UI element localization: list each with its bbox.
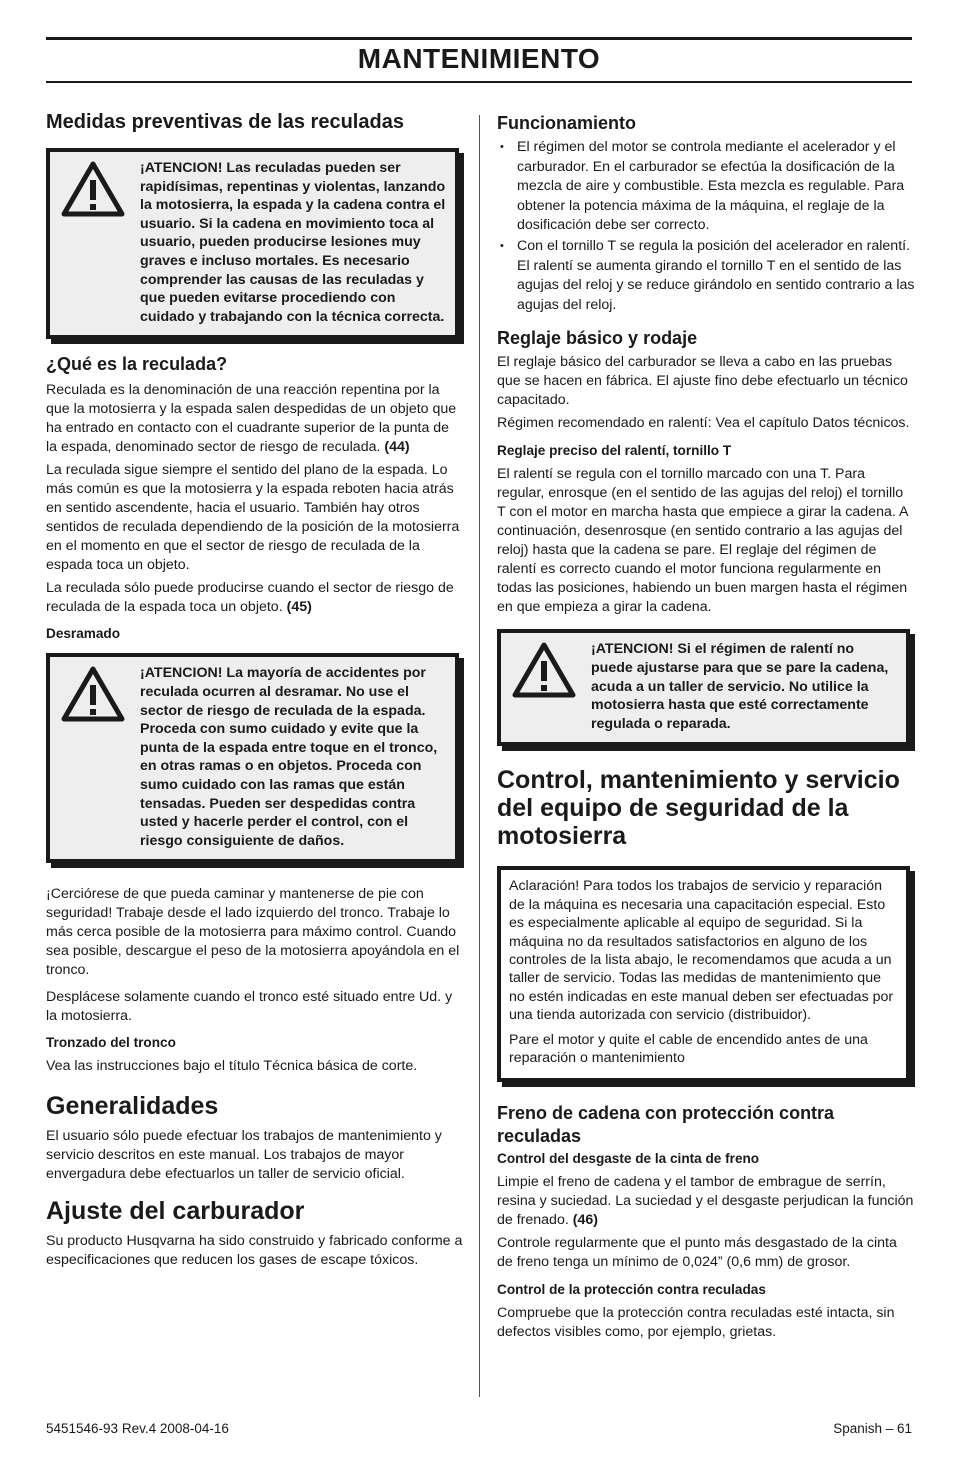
subsection-title-basic: Reglaje básico y rodaje bbox=[497, 328, 698, 349]
section-title-general: Generalidades bbox=[46, 1092, 219, 1121]
section-title-carburetor: Ajuste del carburador bbox=[46, 1197, 305, 1226]
warning-box-idle bbox=[497, 629, 910, 746]
paragraph: El usuario sólo puede efectuar los trabajos de mantenimiento y servicio descritos en este manual. Los trabajos de mayor envergadura debe efectuarlos un taller de servicio oficial. bbox=[46, 1128, 442, 1183]
list-item: • Con el tornillo T se regula la posición del acelerador en ralentí. El ralentí se aumenta girando el tornillo T en el sentido de las agujas del reloj y se reduce girándolo en sentido contrario a las agujas del reloj. bbox=[497, 237, 915, 315]
paragraph bbox=[497, 1173, 915, 1230]
warning-text: ¡ATENCION! La mayoría de accidentes por reculada ocurren al desramar. No use el sector de riesgo de reculada de la espada. Proceda con sumo cuidado y evite que la punta de la espada entre toque en el tronco, en otras ramas o en objetos. Proceda con sumo cuidado con las ramas que están tensadas. Pueden ser despedidas contra usted y hacerle perder el control, con el riesgo consiguiente de daños. bbox=[140, 665, 438, 849]
subsection-title-wear: Control del desgaste de la cinta de freno bbox=[497, 1151, 760, 1167]
paragraph: El reglaje básico del carburador se lleva a cabo en las pruebas que se hacen en fábrica. El ajuste fino debe efectuarlo un técnico capacitado. bbox=[497, 354, 908, 409]
paragraph bbox=[46, 579, 464, 617]
left-column bbox=[46, 110, 464, 1274]
subsection-title-limbing: Desramado bbox=[46, 626, 121, 642]
subsection-title-what: ¿Qué es la reculada? bbox=[46, 354, 228, 375]
note-text: Pare el motor y quite el cable de encendido antes de una reparación o mantenimiento bbox=[509, 1031, 868, 1066]
paragraph: El ralentí se regula con el tornillo marcado con una T. Para regular, enrosque (en el sentido de las agujas del reloj) el tornillo T con el motor en marcha hasta que empiece a girar la cadena. A continuación, desenrosque (en sentido contrario a las agujas del reloj) hasta que la cadena se pare. El reglaje del régimen de ralentí es correcto cuando el motor funciona regularmente en todas las posiciones, habiendo un buen margen hasta el régimen en que empieza a girar la cadena. bbox=[497, 466, 908, 616]
warning-text: ¡ATENCION! Las reculadas pueden ser rapidísimas, repentinas y violentas, lanzando la motosierra, la espada y la cadena contra el usuario. Si la cadena en movimiento toca al usuario, pueden producirse lesiones muy graves e incluso mortales. Es necesario comprender las causas de las reculadas y que pueden evitarse procediendo con cuidado y trabajando con la técnica correcta. bbox=[140, 160, 446, 325]
paragraph: Desplácese solamente cuando el tronco esté situado entre Ud. y la motosierra. bbox=[46, 989, 453, 1025]
list-item: • El régimen del motor se controla mediante el acelerador y el carburador. En el carburador se efectúa la dosificación de la mezcla de aire y combustible. Esta mezcla es regulable. Para obtener la potencia máxima de la máquina, el reglaje de la dosificación debe ser correcto. bbox=[497, 138, 915, 236]
paragraph-text: La reculada sólo puede producirse cuando el sector de riesgo de reculada de la espada toca un objeto. bbox=[46, 580, 454, 616]
subsection-title-fine: Reglaje preciso del ralentí, tornillo T bbox=[497, 443, 732, 459]
warning-box-limbing bbox=[46, 653, 459, 863]
subsection-title-guard: Control de la protección contra reculadas bbox=[497, 1282, 766, 1298]
figure-ref: (45) bbox=[286, 599, 312, 616]
warning-triangle-icon bbox=[61, 160, 125, 218]
column-divider bbox=[479, 115, 480, 1397]
figure-ref: (46) bbox=[572, 1212, 598, 1229]
warning-box-kickback bbox=[46, 148, 459, 339]
warning-text: ¡ATENCION! Si el régimen de ralentí no puede ajustarse para que se pare la cadena, acuda a un taller de servicio. No utilice la motosierra hasta que esté correctamente regulada o reparada. bbox=[591, 641, 889, 732]
paragraph-text: Reculada es la denominación de una reacción repentina por la que la motosierra y la espada salen despedidas de un objeto que ha entrado en contacto con el cuadrante superior de la punta de la espada, denominado sector de riesgo de reculada. bbox=[46, 382, 457, 456]
page-title: MANTENIMIENTO bbox=[357, 43, 601, 74]
footer-page-number: Spanish – 61 bbox=[833, 1421, 912, 1436]
paragraph-text: Limpie el freno de cadena y el tambor de embrague de serrín, resina y suciedad. La suciedad y el desgaste perjudican la función de frenado. bbox=[497, 1174, 914, 1229]
warning-triangle-icon bbox=[61, 665, 125, 723]
paragraph bbox=[46, 381, 464, 457]
paragraph: Compruebe que la protección contra reculadas esté intacta, sin defectos visibles como, por ejemplo, grietas. bbox=[497, 1305, 895, 1341]
note-text: Aclaración! Para todos los trabajos de servicio y reparación de la máquina es necesaria una capacitación especial. Esto es especialmente aplicable al equipo de seguridad. Si la máquina no da resultados satisfactorios en alguno de los controles de la lista abajo, le recomendamos que acuda a un taller de servicio. Todas las medidas de mantenimiento que no estén indicadas en este manual deben ser efectuadas por una tienda autorizada con servicio (distribuidor). bbox=[509, 878, 894, 1024]
footer-doc-id: 5451546-93 Rev.4 2008-04-16 bbox=[46, 1421, 229, 1436]
paragraph: Régimen recomendado en ralentí: Vea el capítulo Datos técnicos. bbox=[497, 415, 910, 432]
section-title-control: Control, mantenimiento y servicio del equipo de seguridad de la motosierra bbox=[497, 766, 900, 851]
right-column bbox=[497, 112, 915, 1346]
section-title-kickback: Medidas preventivas de las reculadas bbox=[46, 111, 404, 133]
paragraph: La reculada sigue siempre el sentido del plano de la espada. Lo más común es que la motosierra y la espada reboten hacia atrás en sentido ascendente, hacia el usuario. También hay otros sentidos de reculada dependiendo de la posición de la motosierra en el momento en que el sector de riesgo de reculada de la espada toca un objeto. bbox=[46, 462, 460, 574]
warning-triangle-icon bbox=[512, 641, 576, 699]
note-box bbox=[497, 866, 910, 1082]
figure-ref: (44) bbox=[384, 439, 410, 456]
paragraph: Controle regularmente que el punto más desgastado de la cinta de freno tenga un mínimo de 0,024” (0,6 mm) de grosor. bbox=[497, 1235, 897, 1271]
subsection-title-function: Funcionamiento bbox=[497, 113, 636, 133]
header-bottom-rule bbox=[46, 81, 912, 83]
subsection-title-bucking: Tronzado del tronco bbox=[46, 1035, 176, 1051]
paragraph: ¡Cerciórese de que pueda caminar y mantenerse de pie con seguridad! Trabaje desde el lado izquierdo del tronco. Trabaje lo más cerca posible de la motosierra para máximo control. Cuando sea posible, descargue el peso de la motosierra apoyándola en el tronco. bbox=[46, 886, 460, 979]
paragraph: Su producto Husqvarna ha sido construido y fabricado conforme a especificaciones que reducen los gases de escape tóxicos. bbox=[46, 1233, 463, 1269]
function-list bbox=[497, 138, 915, 315]
paragraph: Vea las instrucciones bajo el título Técnica básica de corte. bbox=[46, 1058, 418, 1075]
subsection-title-brake: Freno de cadena con protección contra reculadas bbox=[497, 1103, 835, 1147]
